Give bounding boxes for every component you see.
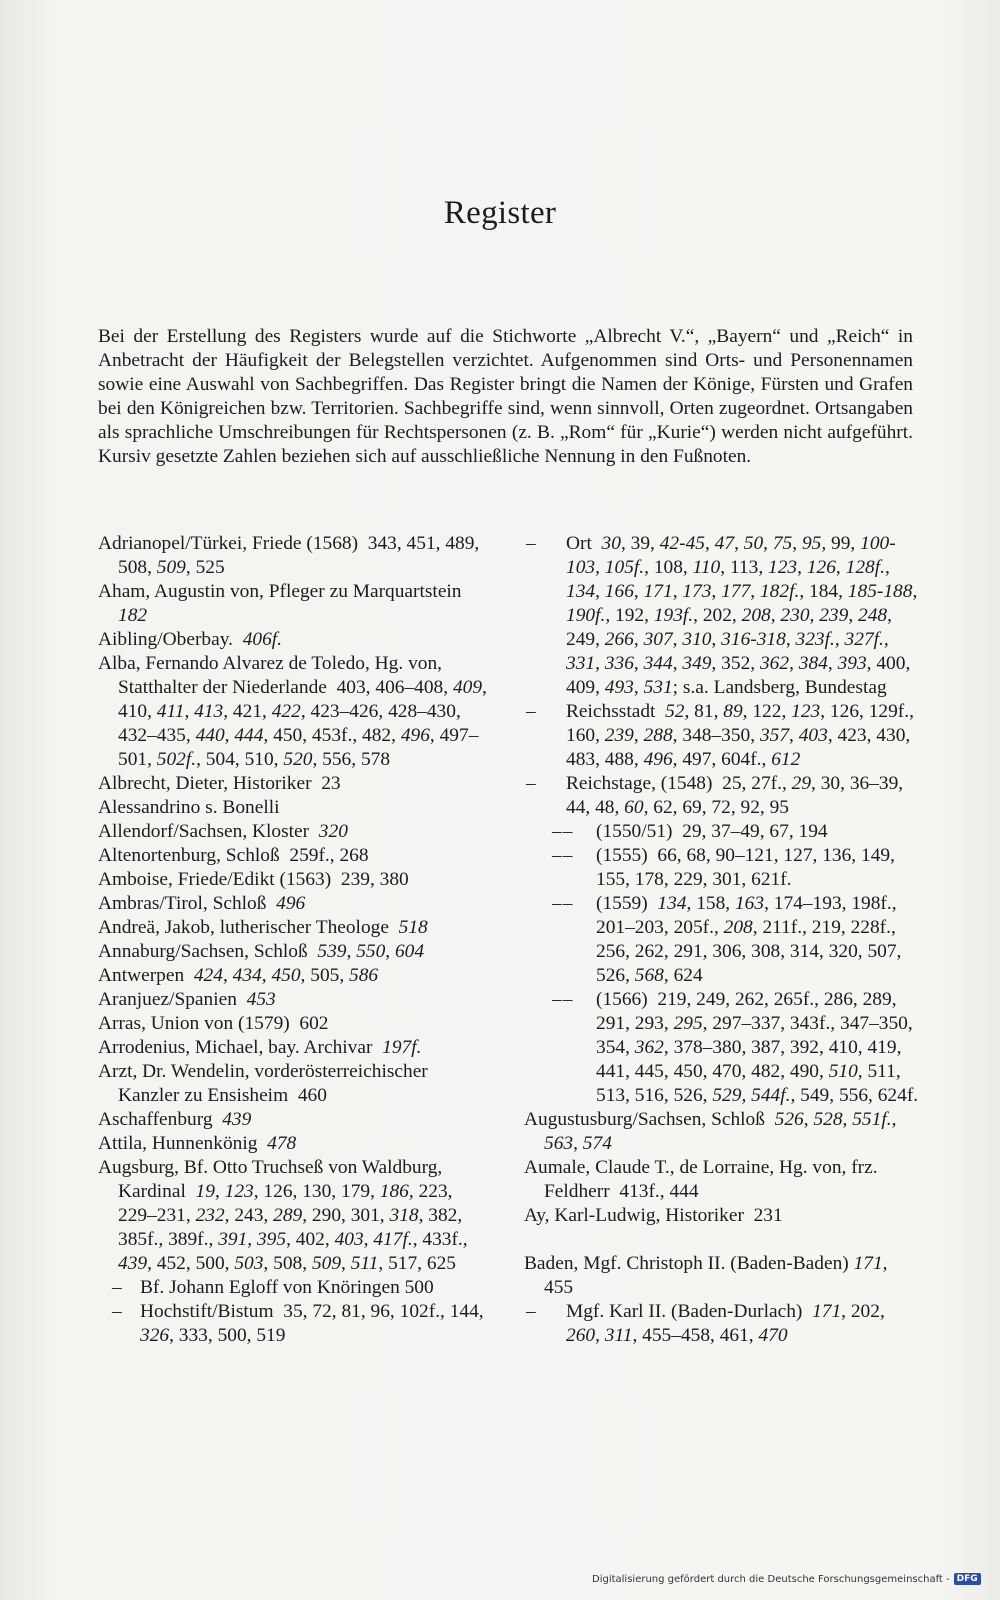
index-entry: Alba, Fernando Alvarez de Toledo, Hg. von, Statthalter der Niederlande 403, 406–408, 409, 410, 411, 413, 421, 422, 423–426, 428–430, 432–435, 440, 444, 450, 453f., 482, 496, 497–501, 502f., 504, 510, 520, 556, 578: [98, 653, 487, 770]
entry-dash: ––: [552, 893, 574, 914]
entry-text: Hochstift/Bistum 35, 72, 81, 96, 102f., 144, 326, 333, 500, 519: [140, 1301, 484, 1346]
entry-text: (1555) 66, 68, 90–121, 127, 136, 149, 155, 178, 229, 301, 621f.: [596, 845, 895, 890]
entry-text: Ort 30, 39, 42-45, 47, 50, 75, 95, 99, 100-103, 105f., 108, 110, 113, 123, 126, 128f., 134, 166, 171, 173, 177, 182f., 184, 185-188, 190f., 192, 193f., 202, 208, 230, 239, 248, 249, 266, 307, 310, 316-318, 323f., 327f., 331, 336, 344, 349, 352, 362, 384, 393, 400, 409, 493, 531; s.a. Landsberg, Bundestag: [566, 533, 918, 698]
index-subentry: [98, 1300, 493, 1348]
index-entry: Aham, Augustin von, Pfleger zu Marquartstein 182: [98, 581, 467, 626]
index-entry: Aschaffenburg 439: [98, 1109, 252, 1130]
index-subentry: [524, 532, 920, 700]
index-entry: Adrianopel/Türkei, Friede (1568) 343, 451, 489, 508, 509, 525: [98, 533, 480, 578]
entry-dash: –: [526, 701, 536, 722]
entry-dash: –: [526, 773, 536, 794]
index-entry: Aumale, Claude T., de Lorraine, Hg. von, frz. Feldherr 413f., 444: [524, 1157, 878, 1202]
index-entry: Arras, Union von (1579) 602: [98, 1013, 329, 1034]
index-entry: Arrodenius, Michael, bay. Archivar 197f.: [98, 1037, 422, 1058]
index-subentry: [524, 700, 920, 772]
index-entry: Baden, Mgf. Christoph II. (Baden-Baden) 171, 455: [524, 1253, 888, 1298]
index-column-right: [524, 532, 920, 1348]
index-subsubentry: [524, 844, 920, 892]
index-subsubentry: [524, 820, 920, 844]
index-entry: Ay, Karl-Ludwig, Historiker 231: [524, 1205, 783, 1226]
entry-dash: –: [112, 1277, 122, 1298]
index-entry: Annaburg/Sachsen, Schloß 539, 550, 604: [98, 941, 425, 962]
index-entry: Aranjuez/Spanien 453: [98, 989, 276, 1010]
footer-text: Digitalisierung gefördert durch die Deutsche Forschungsgemeinschaft -: [592, 1573, 950, 1585]
intro-paragraph: Bei der Erstellung des Registers wurde auf die Stichworte „Albrecht V.“, „Bayern“ und „Reich“ in Anbetracht der Häufigkeit der Belegstellen verzichtet. Aufgenommen sind Orts- und Personennamen sowie eine Auswahl von Sachbegriffen. Das Register bringt die Namen der Könige, Fürsten und Grafen bei den Königreichen bzw. Territorien. Sachbegriffe sind, wenn sinnvoll, Orten zugeordnet. Ortsangaben als sprachliche Umschreibungen für Rechtspersonen (z. B. „Rom“ für „Kurie“) werden nicht aufgeführt. Kursiv gesetzte Zahlen beziehen sich auf ausschließliche Nennung in den Fußnoten.: [98, 326, 913, 467]
index-entry: Amboise, Friede/Edikt (1563) 239, 380: [98, 869, 409, 890]
index-entry: Albrecht, Dieter, Historiker 23: [98, 773, 341, 794]
entry-dash: ––: [552, 821, 574, 842]
entry-dash: ––: [552, 989, 574, 1010]
index-entry: Alessandrino s. Bonelli: [98, 797, 280, 818]
index-subentry: [98, 1276, 493, 1300]
index-entry: Antwerpen 424, 434, 450, 505, 586: [98, 965, 379, 986]
index-entry: Altenortenburg, Schloß 259f., 268: [98, 845, 369, 866]
index-spacer: [524, 1228, 920, 1252]
page-title: Register: [443, 195, 557, 231]
index-subentry: [524, 1300, 920, 1348]
index-entry: Augustusburg/Sachsen, Schloß 526, 528, 551f., 563, 574: [524, 1109, 897, 1154]
index-entry: Attila, Hunnenkönig 478: [98, 1133, 297, 1154]
entry-dash: –: [112, 1301, 122, 1322]
entry-text: Reichstage, (1548) 25, 27f., 29, 30, 36–39, 44, 48, 60, 62, 69, 72, 92, 95: [566, 773, 904, 818]
footer-credit: [592, 1573, 992, 1585]
index-column-left: [98, 532, 493, 1348]
entry-dash: –: [526, 533, 536, 554]
index-subsubentry: [524, 892, 920, 988]
entry-text: Bf. Johann Egloff von Knöringen 500: [140, 1277, 434, 1298]
entry-text: (1559) 134, 158, 163, 174–193, 198f., 201–203, 205f., 208, 211f., 219, 228f., 256, 262, 291, 306, 308, 314, 320, 507, 526, 568, 624: [596, 893, 902, 986]
index-subsubentry: [524, 988, 920, 1108]
dfg-logo: DFG: [954, 1573, 981, 1585]
index-entry: Aibling/Oberbay. 406f.: [98, 629, 283, 650]
entry-text: (1566) 219, 249, 262, 265f., 286, 289, 291, 293, 295, 297–337, 343f., 347–350, 354, 362, 378–380, 387, 392, 410, 419, 441, 445, 450, 470, 482, 490, 510, 511, 513, 516, 526, 529, 544f., 549, 556, 624f.: [596, 989, 919, 1106]
entry-text: Mgf. Karl II. (Baden-Durlach) 171, 202, 260, 311, 455–458, 461, 470: [566, 1301, 885, 1346]
entry-text: (1550/51) 29, 37–49, 67, 194: [596, 821, 828, 842]
index-entry: Andreä, Jakob, lutherischer Theologe 518: [98, 917, 428, 938]
index-entry: Ambras/Tirol, Schloß 496: [98, 893, 306, 914]
entry-dash: ––: [552, 845, 574, 866]
entry-dash: –: [526, 1301, 536, 1322]
index-entry: Allendorf/Sachsen, Kloster 320: [98, 821, 348, 842]
entry-text: Reichsstadt 52, 81, 89, 122, 123, 126, 129f., 160, 239, 288, 348–350, 357, 403, 423, 430, 483, 488, 496, 497, 604f., 612: [566, 701, 914, 770]
index-subentry: [524, 772, 920, 820]
index-entry: Arzt, Dr. Wendelin, vorderösterreichischer Kanzler zu Ensisheim 460: [98, 1061, 428, 1106]
index-entry: Augsburg, Bf. Otto Truchseß von Waldburg, Kardinal 19, 123, 126, 130, 179, 186, 223, 229–231, 232, 243, 289, 290, 301, 318, 382, 385f., 389f., 391, 395, 402, 403, 417f., 433f., 439, 452, 500, 503, 508, 509, 511, 517, 625: [98, 1157, 468, 1274]
